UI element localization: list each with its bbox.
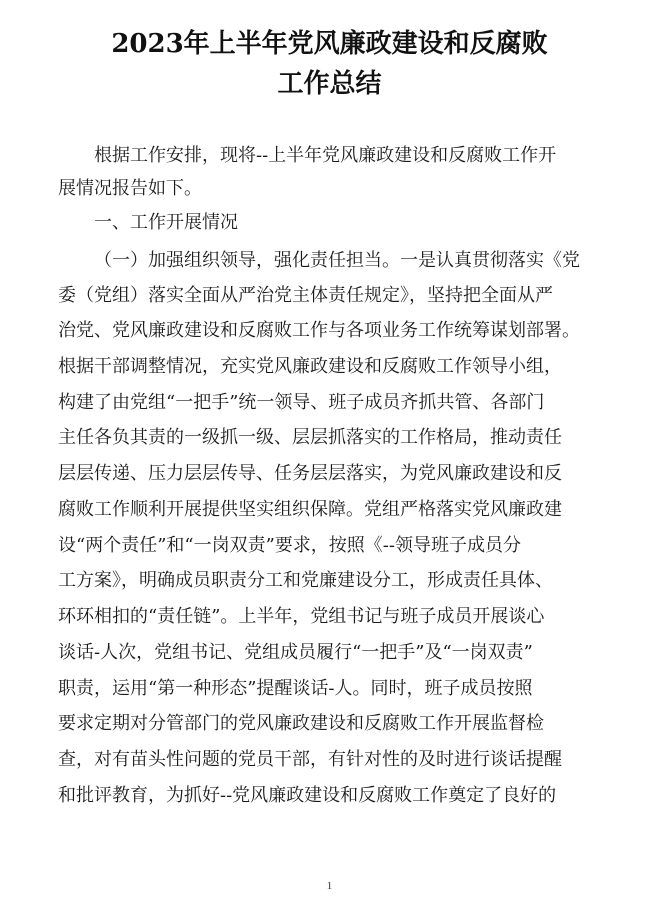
body-line-18: 查，对有苗头性问题的党员干部，有针对性的及时进行谈话提醒 bbox=[58, 749, 562, 770]
body-line-16: 职责，运用“第一种形态”提醒谈话-人。同时，班子成员按照 bbox=[58, 678, 533, 699]
section-heading-1: 一、工作开展情况 bbox=[94, 212, 238, 233]
body-line-15: 谈话-人次，党组书记、党组成员履行“一把手”及“一岗双责” bbox=[58, 642, 533, 663]
body-line-11: 腐败工作顺利开展提供坚实组织保障。党组严格落实党风廉政建 bbox=[58, 499, 562, 520]
body-line-5: 委（党组）落实全面从严治党主体责任规定》，坚持把全面从严 bbox=[58, 285, 553, 306]
body-line-17: 要求定期对分管部门的党风廉政建设和反腐败工作开展监督检 bbox=[58, 713, 544, 734]
body-line-10: 层层传递、压力层层传导、任务层层落实，为党风廉政建设和反 bbox=[58, 463, 562, 484]
body-line-4: （一）加强组织领导，强化责任担当。一是认真贯彻落实《党 bbox=[94, 250, 580, 271]
body-line-9: 主任各负其责的一级抓一级、层层抓落实的工作格局，推动责任 bbox=[58, 427, 562, 448]
body-line-2: 展情况报告如下。 bbox=[58, 178, 202, 199]
body-line-12: 设“两个责任”和“一岗双责”要求，按照《--领导班子成员分 bbox=[58, 535, 521, 556]
body-line-6: 治党、党风廉政建设和反腐败工作与各项业务工作统筹谋划部署。 bbox=[58, 320, 580, 341]
page-number: 1 bbox=[326, 880, 333, 892]
body-line-13: 工方案》，明确成员职责分工和党廉建设分工，形成责任具体、 bbox=[58, 570, 553, 591]
body-line-1: 根据工作安排，现将--上半年党风廉政建设和反腐败工作开 bbox=[94, 145, 557, 166]
body-line-19: 和批评教育，为抓好--党风廉政建设和反腐败工作奠定了良好的 bbox=[58, 785, 557, 806]
body-line-8: 构建了由党组“一把手”统一领导、班子成员齐抓共管、各部门 bbox=[58, 392, 545, 413]
document-title-line-1: 2023年上半年党风廉政建设和反腐败 bbox=[111, 29, 548, 59]
body-line-14: 环环相扣的“责任链”。上半年，党组书记与班子成员开展谈心 bbox=[58, 606, 545, 627]
document-title-line-2: 工作总结 bbox=[277, 69, 382, 99]
body-line-7: 根据干部调整情况，充实党风廉政建设和反腐败工作领导小组， bbox=[58, 356, 562, 377]
